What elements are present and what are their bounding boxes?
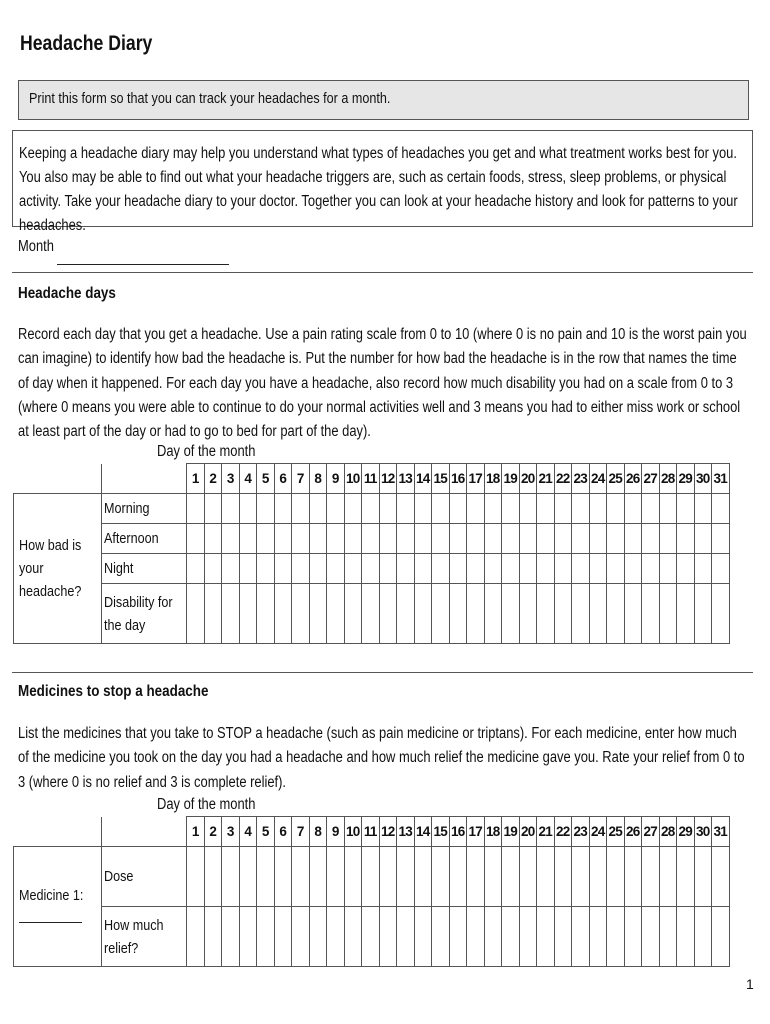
entry-cell[interactable]: [572, 494, 590, 524]
entry-cell[interactable]: [572, 524, 590, 554]
blank-corner: [14, 464, 102, 494]
entry-cell[interactable]: [677, 524, 695, 554]
day-number: 16: [449, 817, 467, 847]
day-number: 9: [327, 817, 345, 847]
day-number: 25: [607, 464, 625, 494]
entry-cell[interactable]: [327, 907, 345, 967]
entry-cell[interactable]: [467, 584, 485, 644]
day-number: 20: [519, 464, 537, 494]
entry-cell[interactable]: [589, 524, 607, 554]
entry-cell[interactable]: [397, 554, 415, 584]
day-number: 13: [397, 464, 415, 494]
entry-cell[interactable]: [414, 554, 432, 584]
entry-cell[interactable]: [659, 524, 677, 554]
table-row: [14, 847, 730, 907]
day-number: 21: [537, 817, 555, 847]
entry-cell[interactable]: [519, 524, 537, 554]
entry-cell[interactable]: [414, 907, 432, 967]
entry-cell[interactable]: [607, 524, 625, 554]
page-number: 1: [746, 976, 754, 992]
entry-cell[interactable]: [204, 554, 222, 584]
entry-cell[interactable]: [309, 494, 327, 524]
entry-cell[interactable]: [432, 847, 450, 907]
entry-cell[interactable]: [449, 584, 467, 644]
day-number: 21: [537, 464, 555, 494]
entry-cell[interactable]: [624, 584, 642, 644]
entry-cell[interactable]: [607, 494, 625, 524]
day-number: 15: [432, 464, 450, 494]
table-row: [14, 907, 730, 967]
month-label: Month: [18, 238, 54, 255]
entry-cell[interactable]: [677, 494, 695, 524]
entry-cell[interactable]: [502, 494, 520, 524]
entry-cell[interactable]: [624, 554, 642, 584]
entry-cell[interactable]: [222, 847, 240, 907]
entry-cell[interactable]: [292, 847, 310, 907]
entry-cell[interactable]: [589, 494, 607, 524]
entry-cell[interactable]: [204, 494, 222, 524]
day-number: 22: [554, 817, 572, 847]
day-number: 28: [659, 464, 677, 494]
day-number: 23: [572, 817, 590, 847]
page-title: Headache Diary: [20, 32, 153, 55]
entry-cell[interactable]: [467, 907, 485, 967]
entry-cell[interactable]: [222, 907, 240, 967]
day-number: 10: [344, 817, 362, 847]
medicine-name-line[interactable]: [19, 922, 82, 923]
day-number: 17: [467, 464, 485, 494]
entry-cell[interactable]: [642, 494, 660, 524]
row-label-morning: Morning: [102, 494, 187, 524]
entry-cell[interactable]: [554, 907, 572, 967]
entry-cell[interactable]: [362, 494, 380, 524]
entry-cell[interactable]: [449, 907, 467, 967]
entry-cell[interactable]: [537, 554, 555, 584]
day-number: 27: [642, 464, 660, 494]
entry-cell[interactable]: [257, 524, 275, 554]
severity-group-label: How bad is your headache?: [14, 494, 102, 644]
entry-cell[interactable]: [362, 847, 380, 907]
entry-cell[interactable]: [362, 524, 380, 554]
entry-cell[interactable]: [414, 584, 432, 644]
day-number: 24: [589, 464, 607, 494]
row-label-dose: Dose: [102, 847, 187, 907]
table-row: [14, 524, 730, 554]
day-number: 14: [414, 817, 432, 847]
medicines-instructions: List the medicines that you take to STOP a headache (such as pain medicine or triptans). For each medicine, enter how much of the medicine you took on the day you had a headache and how much relief the medicine gave you. Rate your relief from 0 to 3 (where 0 is no relief and 3 is complete relief).: [18, 725, 745, 791]
entry-cell[interactable]: [624, 524, 642, 554]
day-number: 1: [187, 817, 205, 847]
entry-cell[interactable]: [327, 494, 345, 524]
entry-cell[interactable]: [309, 524, 327, 554]
entry-cell[interactable]: [572, 847, 590, 907]
day-number: 2: [204, 464, 222, 494]
entry-cell[interactable]: [537, 524, 555, 554]
entry-cell[interactable]: [554, 584, 572, 644]
day-number: 2: [204, 817, 222, 847]
entry-cell[interactable]: [257, 907, 275, 967]
day-number: 8: [309, 464, 327, 494]
entry-cell[interactable]: [379, 847, 397, 907]
day-of-month-label: Day of the month: [157, 443, 256, 460]
entry-cell[interactable]: [292, 494, 310, 524]
entry-cell[interactable]: [292, 524, 310, 554]
entry-cell[interactable]: [292, 907, 310, 967]
entry-cell[interactable]: [344, 524, 362, 554]
entry-cell[interactable]: [257, 554, 275, 584]
day-of-month-label: Day of the month: [157, 796, 256, 813]
entry-cell[interactable]: [414, 524, 432, 554]
entry-cell[interactable]: [554, 847, 572, 907]
entry-cell[interactable]: [694, 907, 712, 967]
entry-cell[interactable]: [712, 907, 730, 967]
entry-cell[interactable]: [589, 907, 607, 967]
medicines-table: [13, 816, 730, 967]
entry-cell[interactable]: [712, 584, 730, 644]
entry-cell[interactable]: [204, 907, 222, 967]
day-number: 29: [677, 464, 695, 494]
entry-cell[interactable]: [344, 494, 362, 524]
entry-cell[interactable]: [449, 847, 467, 907]
entry-cell[interactable]: [309, 554, 327, 584]
blank-corner: [102, 464, 187, 494]
entry-cell[interactable]: [239, 907, 257, 967]
entry-cell[interactable]: [292, 584, 310, 644]
entry-cell[interactable]: [484, 494, 502, 524]
day-number: 31: [712, 464, 730, 494]
entry-cell[interactable]: [239, 554, 257, 584]
day-number: 14: [414, 464, 432, 494]
medicines-title: Medicines to stop a headache: [18, 683, 209, 700]
entry-cell[interactable]: [554, 524, 572, 554]
entry-cell[interactable]: [467, 847, 485, 907]
entry-cell[interactable]: [694, 524, 712, 554]
day-number: 18: [484, 817, 502, 847]
entry-cell[interactable]: [624, 494, 642, 524]
day-number: 17: [467, 817, 485, 847]
entry-cell[interactable]: [274, 554, 292, 584]
entry-cell[interactable]: [607, 847, 625, 907]
table-row: [14, 554, 730, 584]
entry-cell[interactable]: [694, 847, 712, 907]
intro-box: [12, 130, 753, 234]
entry-cell[interactable]: [187, 584, 205, 644]
entry-cell[interactable]: [484, 847, 502, 907]
entry-cell[interactable]: [484, 524, 502, 554]
row-label-afternoon: Afternoon: [102, 524, 187, 554]
day-number: 7: [292, 464, 310, 494]
entry-cell[interactable]: [502, 584, 520, 644]
entry-cell[interactable]: [397, 847, 415, 907]
entry-cell[interactable]: [204, 524, 222, 554]
entry-cell[interactable]: [519, 554, 537, 584]
day-number: 22: [554, 464, 572, 494]
headache-days-instructions: Record each day that you get a headache. Use a pain rating scale from 0 to 10 (where 0 is no pain and 10 is the worst pain you can imagine) to identify how bad the headache is. Put the number for how bad the headache is in the row that names the time of day when it happened. For each day you have a headache, also record how much disability you had on a scale from 0 to 3 (where 0 means you were able to continue to do your normal activities well and 3 means you had to either miss work or school at least part of the day or had to go to bed for part of the day).: [18, 326, 747, 441]
blank-corner: [102, 817, 187, 847]
entry-cell[interactable]: [257, 494, 275, 524]
entry-cell[interactable]: [239, 524, 257, 554]
entry-cell[interactable]: [327, 847, 345, 907]
month-input-line[interactable]: [57, 264, 229, 265]
entry-cell[interactable]: [694, 554, 712, 584]
entry-cell[interactable]: [467, 494, 485, 524]
day-number: 19: [502, 464, 520, 494]
entry-cell[interactable]: [274, 907, 292, 967]
entry-cell[interactable]: [607, 907, 625, 967]
intro-text: Keeping a headache diary may help you understand what types of headaches you get and what treatment works best for you. You also may be able to find out what your headache triggers are, such as certain foods, stress, sleep problems, or physical activity. Take your headache diary to your doctor. Together you can look at your headache history and look for patterns to your headaches.: [19, 145, 738, 234]
entry-cell[interactable]: [607, 584, 625, 644]
entry-cell[interactable]: [344, 554, 362, 584]
entry-cell[interactable]: [712, 554, 730, 584]
entry-cell[interactable]: [274, 584, 292, 644]
entry-cell[interactable]: [554, 554, 572, 584]
entry-cell[interactable]: [187, 554, 205, 584]
entry-cell[interactable]: [677, 554, 695, 584]
entry-cell[interactable]: [204, 847, 222, 907]
day-number: 31: [712, 817, 730, 847]
day-number: 5: [257, 817, 275, 847]
day-number: 16: [449, 464, 467, 494]
entry-cell[interactable]: [537, 847, 555, 907]
entry-cell[interactable]: [519, 907, 537, 967]
entry-cell[interactable]: [187, 524, 205, 554]
entry-cell[interactable]: [292, 554, 310, 584]
entry-cell[interactable]: [379, 554, 397, 584]
entry-cell[interactable]: [362, 554, 380, 584]
entry-cell[interactable]: [659, 494, 677, 524]
entry-cell[interactable]: [642, 907, 660, 967]
divider: [12, 672, 753, 673]
entry-cell[interactable]: [677, 907, 695, 967]
medicine-1-label: Medicine 1:: [14, 847, 102, 967]
entry-cell[interactable]: [572, 554, 590, 584]
entry-cell[interactable]: [712, 494, 730, 524]
row-label-night: Night: [102, 554, 187, 584]
entry-cell[interactable]: [397, 524, 415, 554]
day-number: 11: [362, 817, 380, 847]
entry-cell[interactable]: [344, 847, 362, 907]
entry-cell[interactable]: [624, 847, 642, 907]
entry-cell[interactable]: [484, 554, 502, 584]
day-number: 9: [327, 464, 345, 494]
entry-cell[interactable]: [659, 847, 677, 907]
day-number: 11: [362, 464, 380, 494]
day-number: 6: [274, 817, 292, 847]
entry-cell[interactable]: [222, 554, 240, 584]
entry-cell[interactable]: [432, 524, 450, 554]
entry-cell[interactable]: [694, 494, 712, 524]
entry-cell[interactable]: [222, 494, 240, 524]
day-number: 19: [502, 817, 520, 847]
day-number: 30: [694, 817, 712, 847]
day-number: 12: [379, 817, 397, 847]
entry-cell[interactable]: [642, 584, 660, 644]
day-number: 18: [484, 464, 502, 494]
entry-cell[interactable]: [484, 584, 502, 644]
entry-cell[interactable]: [467, 554, 485, 584]
entry-cell[interactable]: [502, 554, 520, 584]
day-number: 8: [309, 817, 327, 847]
entry-cell[interactable]: [414, 847, 432, 907]
day-number: 10: [344, 464, 362, 494]
entry-cell[interactable]: [449, 554, 467, 584]
entry-cell[interactable]: [677, 584, 695, 644]
day-number: 3: [222, 464, 240, 494]
entry-cell[interactable]: [502, 907, 520, 967]
entry-cell[interactable]: [589, 554, 607, 584]
day-number: 7: [292, 817, 310, 847]
day-number: 5: [257, 464, 275, 494]
table-row: [14, 584, 730, 644]
entry-cell[interactable]: [677, 847, 695, 907]
entry-cell[interactable]: [537, 494, 555, 524]
entry-cell[interactable]: [344, 907, 362, 967]
entry-cell[interactable]: [642, 847, 660, 907]
entry-cell[interactable]: [449, 524, 467, 554]
entry-cell[interactable]: [519, 494, 537, 524]
entry-cell[interactable]: [519, 584, 537, 644]
entry-cell[interactable]: [204, 584, 222, 644]
entry-cell[interactable]: [554, 494, 572, 524]
entry-cell[interactable]: [712, 524, 730, 554]
day-number: 26: [624, 464, 642, 494]
day-header-row: [14, 464, 730, 494]
entry-cell[interactable]: [379, 524, 397, 554]
entry-cell[interactable]: [362, 907, 380, 967]
print-note: Print this form so that you can track your headaches for a month.: [29, 90, 391, 107]
day-number: 30: [694, 464, 712, 494]
entry-cell[interactable]: [642, 524, 660, 554]
entry-cell[interactable]: [414, 494, 432, 524]
entry-cell[interactable]: [344, 584, 362, 644]
day-number: 4: [239, 464, 257, 494]
entry-cell[interactable]: [309, 907, 327, 967]
day-number: 27: [642, 817, 660, 847]
day-number: 3: [222, 817, 240, 847]
entry-cell[interactable]: [659, 584, 677, 644]
entry-cell[interactable]: [467, 524, 485, 554]
day-number: 6: [274, 464, 292, 494]
entry-cell[interactable]: [484, 907, 502, 967]
day-number: 4: [239, 817, 257, 847]
entry-cell[interactable]: [257, 847, 275, 907]
entry-cell[interactable]: [659, 907, 677, 967]
entry-cell[interactable]: [572, 907, 590, 967]
entry-cell[interactable]: [537, 584, 555, 644]
headache-days-title: Headache days: [18, 285, 116, 302]
entry-cell[interactable]: [397, 907, 415, 967]
table-row: [14, 494, 730, 524]
day-number: 13: [397, 817, 415, 847]
entry-cell[interactable]: [327, 554, 345, 584]
entry-cell[interactable]: [589, 847, 607, 907]
day-number: 1: [187, 464, 205, 494]
entry-cell[interactable]: [642, 554, 660, 584]
day-number: 20: [519, 817, 537, 847]
entry-cell[interactable]: [432, 584, 450, 644]
entry-cell[interactable]: [239, 494, 257, 524]
entry-cell[interactable]: [379, 584, 397, 644]
day-number: 23: [572, 464, 590, 494]
entry-cell[interactable]: [239, 847, 257, 907]
blank-corner: [14, 817, 102, 847]
entry-cell[interactable]: [537, 907, 555, 967]
entry-cell[interactable]: [187, 907, 205, 967]
entry-cell[interactable]: [274, 847, 292, 907]
entry-cell[interactable]: [309, 847, 327, 907]
entry-cell[interactable]: [449, 494, 467, 524]
entry-cell[interactable]: [624, 907, 642, 967]
day-number: 26: [624, 817, 642, 847]
entry-cell[interactable]: [502, 524, 520, 554]
entry-cell[interactable]: [274, 524, 292, 554]
entry-cell[interactable]: [309, 584, 327, 644]
entry-cell[interactable]: [327, 524, 345, 554]
entry-cell[interactable]: [397, 584, 415, 644]
entry-cell[interactable]: [222, 584, 240, 644]
entry-cell[interactable]: [274, 494, 292, 524]
day-number: 25: [607, 817, 625, 847]
day-number: 24: [589, 817, 607, 847]
entry-cell[interactable]: [432, 554, 450, 584]
entry-cell[interactable]: [432, 494, 450, 524]
entry-cell[interactable]: [257, 584, 275, 644]
entry-cell[interactable]: [502, 847, 520, 907]
entry-cell[interactable]: [187, 847, 205, 907]
entry-cell[interactable]: [519, 847, 537, 907]
day-header-row: [14, 817, 730, 847]
entry-cell[interactable]: [607, 554, 625, 584]
entry-cell[interactable]: [327, 584, 345, 644]
entry-cell[interactable]: [589, 584, 607, 644]
entry-cell[interactable]: [222, 524, 240, 554]
entry-cell[interactable]: [659, 554, 677, 584]
entry-cell[interactable]: [712, 847, 730, 907]
entry-cell[interactable]: [187, 494, 205, 524]
day-number: 29: [677, 817, 695, 847]
entry-cell[interactable]: [379, 907, 397, 967]
divider: [12, 272, 753, 273]
entry-cell[interactable]: [362, 584, 380, 644]
entry-cell[interactable]: [432, 907, 450, 967]
entry-cell[interactable]: [694, 584, 712, 644]
row-label-disability: Disability for the day: [102, 584, 187, 644]
print-note-box: [18, 80, 749, 120]
entry-cell[interactable]: [379, 494, 397, 524]
entry-cell[interactable]: [239, 584, 257, 644]
headache-days-table: [13, 463, 730, 644]
row-label-relief: How much relief?: [102, 907, 187, 967]
entry-cell[interactable]: [572, 584, 590, 644]
day-number: 12: [379, 464, 397, 494]
entry-cell[interactable]: [397, 494, 415, 524]
day-number: 28: [659, 817, 677, 847]
day-number: 15: [432, 817, 450, 847]
